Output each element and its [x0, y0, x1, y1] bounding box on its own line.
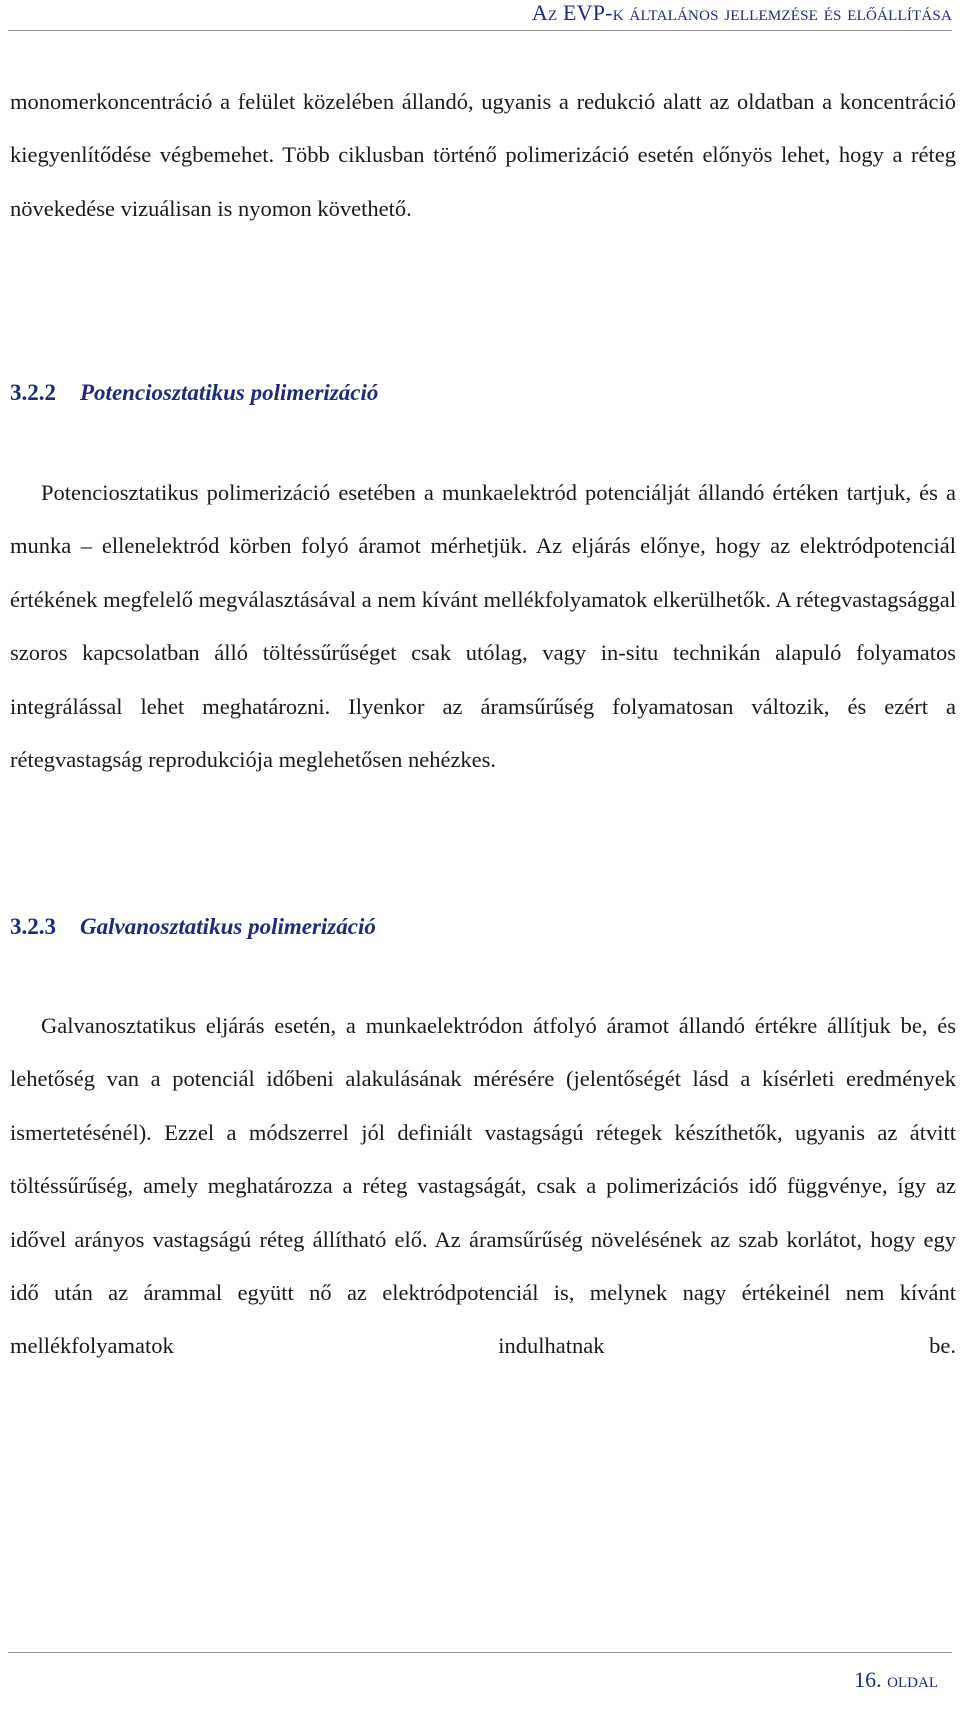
paragraph-galvanostatic: Galvanosztatikus eljárás esetén, a munkaelektródon átfolyó áramot állandó értékre állítjuk be, és lehetőség van a potenciál időbeni alakulásának mérésére (jelentőségét lásd a kísérleti eredmények ismertetésénél). Ezzel a módszerrel jól definiált vastagságú rétegek készíthetők, ugyanis az átvitt töltéssűrűség, amely meghatározza a réteg vastagságát, csak a polimerizációs idő függvénye, így az idővel arányos vastagságú réteg állítható elő. Az áramsűrűség növelésének az szab korlátot, hogy egy idő után az árammal együtt nő az elektródpotenciál is, melynek nagy értékeinél nem kívánt mellékfolyamatok indulhatnak be. — [10, 1013, 956, 1359]
paragraph-potentiostatic: Potenciosztatikus polimerizáció esetében a munkaelektród potenciálját állandó értéken tartjuk, és a munka – ellenelektród körben folyó áramot mérhetjük. Az eljárás előnye, hogy az elektródpotenciál értékének megfelelő megválasztásával a nem kívánt mellékfolyamatok elkerülhetők. A rétegvastagsággal szoros kapcsolatban álló töltéssűrűséget csak utólag, vagy in-situ technikán alapuló folyamatos integrálással lehet meghatározni. Ilyenkor az áramsűrűség folyamatosan változik, és ezért a rétegvastagság reprodukciója meglehetősen nehézkes. — [10, 480, 956, 773]
paragraph-continuation: monomerkoncentráció a felület közelében állandó, ugyanis a redukció alatt az oldatban a koncentráció kiegyenlítődése végbemehet. Több ciklusban történő polimerizáció esetén előnyös lehet, hogy a réteg növekedése vizuálisan is nyomon követhető. — [10, 89, 956, 221]
section-title: Potenciosztatikus polimerizáció — [80, 380, 379, 405]
section-title: Galvanosztatikus polimerizáció — [80, 914, 376, 939]
section-number: 3.2.3 — [10, 914, 56, 939]
footer-divider — [8, 1652, 952, 1653]
section-heading-3-2-3 — [10, 912, 956, 942]
section-heading-3-2-2 — [10, 378, 956, 408]
running-header-title: Az EVP-k általános jellemzése és előállítása — [531, 0, 952, 25]
section-number: 3.2.2 — [10, 380, 56, 405]
page-number: 16. oldal — [854, 1667, 938, 1692]
running-header — [8, 0, 952, 31]
